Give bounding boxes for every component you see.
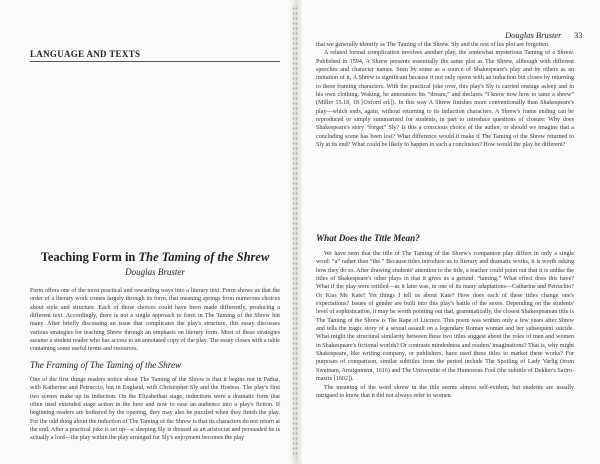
section-heading-framing: The Framing of The Taming of the Shrew bbox=[30, 360, 182, 370]
running-head-right: Douglas Bruster bbox=[505, 30, 562, 40]
right-top-text bbox=[316, 41, 574, 149]
running-head-left: LANGUAGE AND TEXTS bbox=[30, 49, 141, 59]
shrew-word-paragraph: The meaning of the word shrew in the title seems almost self-evident, but students are usually intrigued to know that it did not always refer to women. bbox=[316, 384, 574, 399]
chapter-author: Douglas Bruster bbox=[125, 267, 185, 277]
chapter-title-play: The Taming of the Shrew bbox=[138, 250, 270, 264]
title-section-text bbox=[316, 250, 574, 400]
framing-paragraph: One of the first things readers notice about The Taming of the Shrew is that it begins not in Padua, with Katherine and Petruccio, but in England, with Christopher Sly and the Hostess. The play's first two scenes make up its induction. On the Elizabethan stage, inductions were a dramatic form that often used extended stage action in the here and now to ease an audience into a play's fiction. If beginning readers are bothered by the opening, they may also be puzzled when they finish the play. For the odd thing about the induction of The Taming of the Shrew is that its characters do not return at the end. After a practical joke is set up—a sleeping Sly is dressed as an aristocrat and persuaded he is actually a lord—the play within the play arranged for Sly's enjoyment becomes the play bbox=[30, 377, 280, 442]
gutter-noise bbox=[292, 6, 298, 458]
chapter-title bbox=[30, 250, 280, 265]
section-heading-title: What Does the Title Mean? bbox=[316, 233, 420, 243]
continued-paragraph: that we generally identify as The Taming of the Shrew. Sly and the rest of his plot are forgotten. bbox=[316, 42, 550, 48]
a-shrew-paragraph: A related formal complication involves another play, the somewhat mysterious Taming of a Shrew. Published in 1594, A Shrew presents essentially the same plot as The Shrew, although with different speeches and character names. Seen by some as a source of Shakespeare's play and by others as an imitation of it, A Shrew is significant because it not only opens with an induction but closes by returning to these framing characters. With the practical joke over, this play's Sly is carried onstage asleep and in his own clothing. Waking, he announces his “dream,” and declares “I know now how to tame a shrew” (Miller 15.18, 18 [Oxford ed.]). In this way A Shrew finishes more conventionally than Shakespeare's play—which ends, again, without returning to its induction characters. A Shrew's frame ending can be reproduced or simply summarized for students, in part to introduce questions of closure: Why does Shakespeare's story “forget” Sly? Is this a conscious choice of the author, or should we imagine that a concluding scene has been lost? What difference would it make if The Taming of the Shrew returned to Sly at its end? What could be likely to happen in such a conclusion? How would the play be different? bbox=[316, 50, 574, 149]
running-head-rule bbox=[30, 61, 280, 62]
chapter-title-prefix: Teaching Form in bbox=[40, 250, 139, 264]
page-number: 33 bbox=[574, 30, 583, 40]
intro-paragraph: Form offers one of the most practical and rewarding ways into a literary text. Form shows us that the order of a literary work comes largely through its form, that meaning springs from numerous choices about style and structure. Each of those choices could have been made differently, producing a different text. Accordingly, there is not a single approach to form in The Taming of the Shrew but many. After briefly discussing an issue that complicates the play's structure, this essay discusses various strategies for teaching Shrew through an emphasis on literary form. Most of these strategies assume a student reader who has access to an annotated copy of the play. The essay closes with a table containing some useful terms and resources. bbox=[30, 288, 280, 353]
title-paragraph: We have seen that the title of The Taming of the Shrew's companion play differs in only a single word: “a” rather than “the.” Because titles introduce us to literary and dramatic works, it is worth asking how they do so. After drawing students' attention to the title, a teacher could point out that it is unlike the titles of Shakespeare's other plays in that it gives us a gerund: “taming.” What effect does this have? What if the play were retitled—as it later was, in one of its many adaptations—Catharine and Petruchio? Or Kiss Me Kate? Yet things I tell us about Kate? How does each of these titles change one's expectations? Issues of gender are built into this play's battle of the sexes. Depending on the students' level of sophistication, it may be worth pointing out that, grammatically, the closest Shakespearean title is The Taming of the Shrew is The Rape of Lucrece. This poem was written only a few years after Shrew and tells the tragic story of a sexual assault on a legendary Roman woman and her subsequent suicide. What might the structural similarity between these two titles suggest about the roles of men and women in Shakespeare's fictional worlds? Or contrasts mindedness and readers' imaginations? That is, why might Shakespeare, like writing company, or publishers, have used these titles to market these works? For purposes of comparison, similar subtitles from the period include The Spoiling of Lady Varlig (from Swetnam, Arraignment, 1616) and The Universitie of the Humorous Fool (the subtitle of Dekker's Satiro-mastix [1602]). bbox=[316, 251, 574, 383]
